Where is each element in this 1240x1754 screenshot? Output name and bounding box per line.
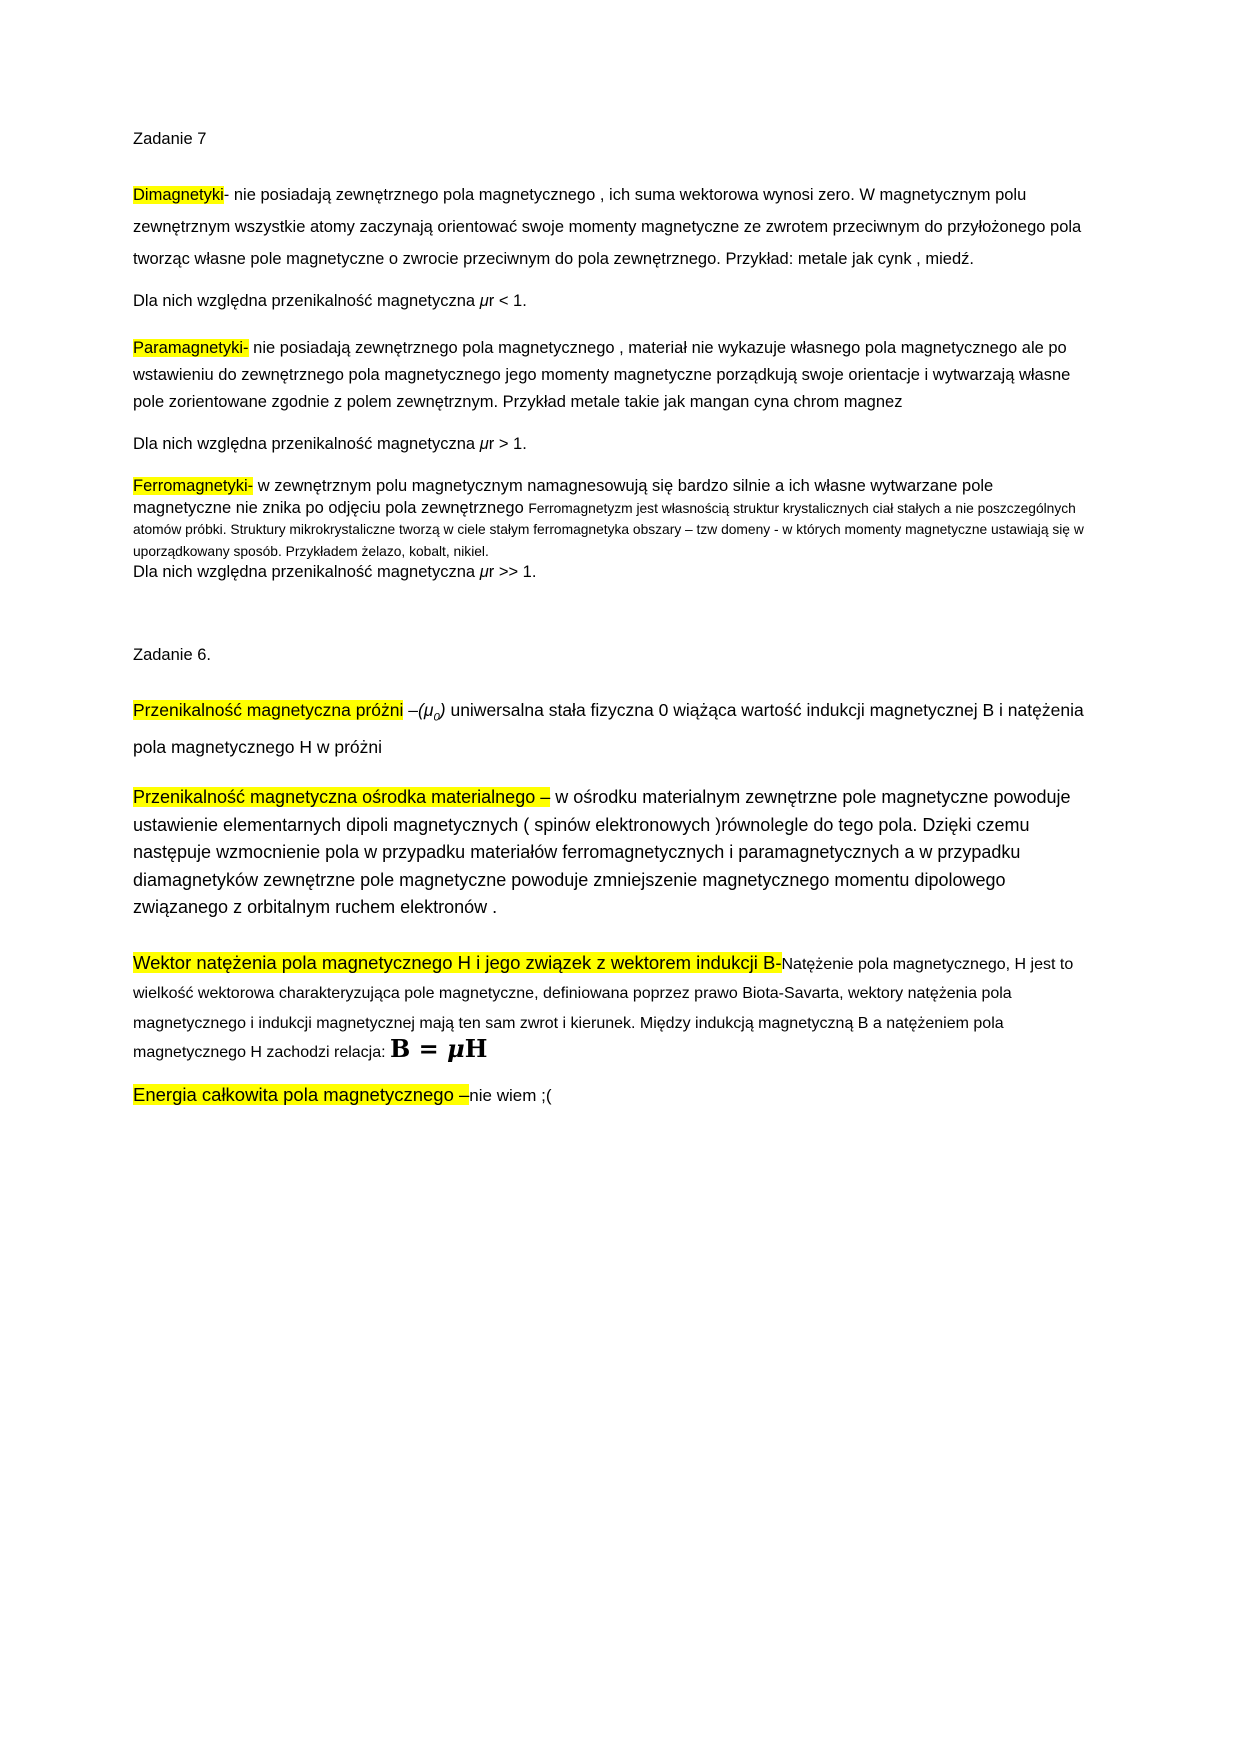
highlighted-term: Wektor natężenia pola magnetycznego H i jego związek z wektorem indukcji B- (133, 951, 782, 973)
text-run: μ (479, 563, 489, 581)
formula-b-mu-h: B = (390, 1034, 448, 1063)
para-dimagnetyki (133, 179, 1095, 275)
para-przenikalnosc-lt-1 (133, 289, 1095, 313)
text-run: Dla nich względna przenikalność magnetyczna (133, 563, 480, 581)
highlighted-term: Przenikalność magnetyczna ośrodka materialnego – (133, 787, 551, 807)
highlighted-term: Paramagnetyki- (133, 339, 249, 357)
text-run: Ferromagnetyzm jest własnością struktur krystalicznych ciał stałych a nie poszczególnych atomów próbki. Struktury mikrokrystaliczne tworzą w ciele stałym ferromagnetyka obszary – tzw domeny - w których momenty magnetyczne ustawiają się w uporządkowany sposób. Przykładem żelazo, kobalt, nikiel. (133, 500, 1084, 559)
highlighted-term: Dimagnetyki (133, 186, 224, 204)
text-run: r >> 1. (488, 563, 537, 581)
para-przenikalnosc-osrodka (133, 784, 1095, 922)
para-paramagnetyki (133, 335, 1095, 416)
heading-zadanie-7 (133, 130, 1095, 149)
text-run: ) (439, 699, 446, 720)
para-energia-calkowita (133, 1082, 1095, 1109)
text-run: uniwersalna stała fizyczna 0 wiążąca wartość indukcji magnetycznej B i natężenia pola magnetycznego H w próżni (133, 699, 1084, 757)
para-ferromagnetyki (133, 476, 1095, 584)
formula-b-mu-h: H (464, 1034, 488, 1063)
text-run: Natężenie pola magnetycznego, H jest to wielkość wektorowa charakteryzująca pole magnetyczne, definiowana poprzez prawo Biota-Savarta, wektory natężenia pola magnetycznego i indukcji magnetycznej mają ten sam zwrot i kierunek. Między indukcją magnetyczną B a natężeniem pola magnetycznego H zachodzi relacja: (133, 955, 1074, 1061)
para-przenikalnosc-prozni (133, 695, 1095, 763)
text-run: 0 (433, 711, 440, 723)
para-wektor-natezenia (133, 948, 1095, 1068)
highlighted-term: Przenikalność magnetyczna próżni (133, 699, 404, 720)
text-run: Zadanie 6. (133, 645, 211, 664)
text-run: Zadanie 7 (133, 130, 207, 148)
heading-zadanie-6 (133, 646, 1095, 665)
text-run: r > 1. (488, 435, 527, 453)
text-run: μ (479, 435, 489, 453)
text-run: - nie posiadają zewnętrznego pola magnetycznego , ich suma wektorowa wynosi zero. W magnetycznym polu zewnętrznym wszystkie atomy zaczynają orientować swoje momenty magnetyczne ze zwrotem przeciwnym do przyłożonego pola tworząc własne pole magnetyczne o zwrocie przeciwnym do pola zewnętrznego. Przykład: metale jak cynk , miedź. (133, 186, 1082, 268)
text-run: Dla nich względna przenikalność magnetyczna (133, 292, 480, 310)
text-run: nie posiadają zewnętrznego pola magnetycznego , materiał nie wykazuje własnego pola magnetycznego ale po wstawieniu do zewnętrznego pola magnetycznego jego momenty magnetyczne porządkują swoje orientacje i wytwarzają własne pole zorientowane zgodnie z polem zewnętrznym. Przykład metale takie jak mangan cyna chrom magnez (133, 339, 1071, 411)
text-run: –(μ (403, 699, 434, 720)
text-run: w ośrodku materialnym zewnętrzne pole magnetyczne powoduje ustawienie elementarnych dipoli magnetycznych ( spinów elektronowych )równolegle do tego pola. Dzięki czemu następuje wzmocnienie pola w przypadku materiałów ferromagnetycznych i paramagnetycznych a w przypadku diamagnetyków zewnętrzne pole magnetyczne powoduje zmniejszenie magnetycznego momentu dipolowego związanego z orbitalnym ruchem elektronów . (133, 787, 1071, 917)
highlighted-term: Ferromagnetyki- (133, 477, 254, 495)
document-content (133, 130, 1095, 1109)
text-run: Dla nich względna przenikalność magnetyczna (133, 435, 480, 453)
text-run: nie wiem ;( (469, 1085, 552, 1105)
text-run: r < 1. (488, 292, 527, 310)
text-run: w zewnętrznym polu magnetycznym namagnesowują się bardzo silnie a ich własne wytwarzane pole magnetyczne nie znika po odjęciu pola zewnętrznego (133, 477, 994, 517)
highlighted-term: Energia całkowita pola magnetycznego – (133, 1083, 470, 1105)
para-przenikalnosc-gt-1 (133, 432, 1095, 456)
text-run: μ (479, 292, 489, 310)
formula-b-mu-h: μ (447, 1034, 465, 1063)
